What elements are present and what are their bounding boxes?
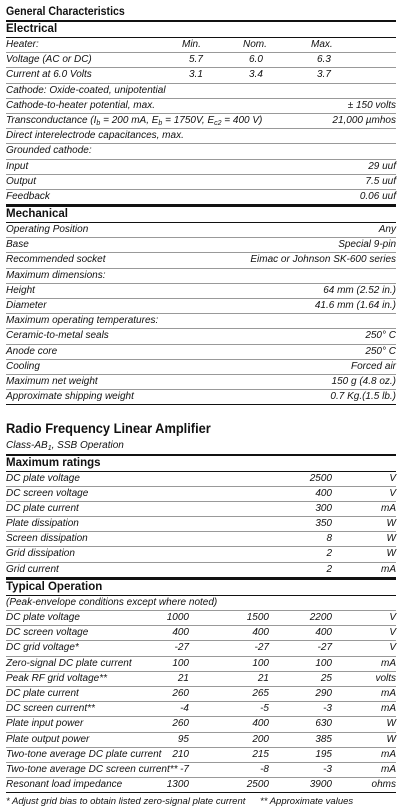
- electrical-section-title: Electrical: [6, 20, 396, 38]
- row-unit: mA: [381, 502, 396, 514]
- footnote-approximate: ** Approximate values: [260, 796, 354, 807]
- max-rating-row: [6, 517, 396, 532]
- row-unit: ohms: [371, 779, 396, 791]
- min-value: 3.1: [189, 69, 203, 81]
- value-col-3: 400: [315, 627, 332, 639]
- value-col-2: 265: [252, 687, 269, 699]
- row-label: DC plate current: [6, 502, 79, 514]
- value-col-3: 290: [315, 687, 332, 699]
- row-label: DC screen voltage: [6, 487, 89, 499]
- row-label: Maximum dimensions:: [6, 269, 106, 281]
- footnotes: [6, 796, 396, 807]
- class-label: Class-$AB_1$, SSB Operation: [6, 440, 124, 453]
- value-col-3: 100: [315, 657, 332, 669]
- value-col-1: 400: [172, 627, 189, 639]
- row-value: 2500: [309, 472, 332, 484]
- row-unit: W: [386, 733, 396, 745]
- row-label: Plate output power: [6, 733, 90, 745]
- datasheet: [6, 4, 396, 807]
- row-value: 7.5 uuf: [365, 175, 396, 187]
- typical-row: [6, 626, 396, 641]
- row-unit: volts: [375, 672, 396, 684]
- row-unit: V: [389, 627, 396, 639]
- cathode-row: [6, 84, 396, 99]
- value-col-2: 2500: [246, 779, 269, 791]
- row-label: Output: [6, 175, 37, 187]
- typical-row: [6, 778, 396, 793]
- row-unit: V: [389, 612, 396, 623]
- value-col-2: 200: [252, 733, 269, 745]
- typical-note-row: [6, 596, 396, 611]
- typical-row: [6, 717, 396, 732]
- row-unit: V: [389, 642, 396, 654]
- row-label: Approximate shipping weight: [6, 391, 134, 403]
- mechanical-row: [6, 345, 396, 360]
- row-value: 29 uuf: [368, 160, 396, 172]
- row-label: Plate dissipation: [6, 518, 79, 530]
- row-unit: W: [386, 518, 396, 530]
- mechanical-row: [6, 284, 396, 299]
- row-value: ± 150 volts: [347, 99, 396, 111]
- value-col-2: -5: [260, 703, 269, 715]
- row-label: DC plate current: [6, 687, 79, 699]
- row-label: Maximum net weight: [6, 375, 98, 387]
- mechanical-row: [6, 314, 396, 329]
- max-value: 6.3: [317, 54, 331, 66]
- heater-voltage-row: [6, 53, 396, 68]
- mechanical-section-title: Mechanical: [6, 205, 396, 223]
- row-label: Current at 6.0 Volts: [6, 69, 92, 81]
- row-label: Maximum operating temperatures:: [6, 315, 159, 327]
- row-unit: W: [386, 548, 396, 560]
- row-label: DC plate voltage: [6, 612, 80, 623]
- max-rating-row: [6, 532, 396, 547]
- max-rating-row: [6, 487, 396, 502]
- min-header: Min.: [182, 39, 201, 50]
- value-col-1: 1300: [166, 779, 189, 791]
- value-col-1: 1000: [166, 612, 189, 623]
- row-label: Height: [6, 284, 35, 296]
- row-value: Any: [378, 224, 396, 236]
- max-rating-row: [6, 502, 396, 517]
- typical-row: [6, 672, 396, 687]
- value-col-2: -8: [260, 763, 269, 775]
- value-col-2: 215: [252, 748, 269, 760]
- typical-row: [6, 687, 396, 702]
- value-col-3: -3: [323, 763, 332, 775]
- row-value: 150 g (4.8 oz.): [331, 375, 396, 387]
- value-col-2: 100: [252, 657, 269, 669]
- value-col-2: -27: [254, 642, 269, 654]
- heater-label: Heater:: [6, 39, 39, 50]
- row-unit: V: [389, 472, 396, 484]
- value-col-1: 210: [172, 748, 189, 760]
- row-label: Cooling: [6, 360, 40, 372]
- min-value: 5.7: [189, 54, 203, 66]
- value-col-1: -27: [174, 642, 189, 654]
- value-col-3: 3900: [309, 779, 332, 791]
- value-col-1: -4: [180, 703, 189, 715]
- input-row: [6, 160, 396, 175]
- row-label: Two-tone average DC screen current**: [6, 763, 178, 775]
- row-value: 250° C: [365, 330, 396, 342]
- footnote-grid-bias: * Adjust grid bias to obtain listed zero-signal plate current: [6, 796, 246, 807]
- row-label: Zero-signal DC plate current: [6, 657, 132, 669]
- value-col-2: 400: [252, 718, 269, 730]
- row-value: 64 mm (2.52 in.): [323, 284, 396, 296]
- typical-row: [6, 733, 396, 748]
- mechanical-row: [6, 269, 396, 284]
- max-header: Max.: [311, 39, 333, 50]
- row-value: 2: [326, 548, 332, 560]
- mechanical-row: [6, 223, 396, 238]
- typical-row: [6, 763, 396, 778]
- class-row: [6, 439, 396, 453]
- row-label: Plate input power: [6, 718, 84, 730]
- value-col-2: 1500: [246, 612, 269, 623]
- row-label: DC plate voltage: [6, 472, 80, 484]
- row-value: 250° C: [365, 345, 396, 357]
- row-label: Recommended socket: [6, 254, 106, 266]
- row-label: Cathode: Oxide-coated, unipotential: [6, 84, 166, 96]
- row-value: 0.7 Kg.(1.5 lb.): [330, 391, 396, 403]
- row-unit: mA: [381, 563, 396, 575]
- general-title: General Characteristics: [6, 6, 125, 18]
- row-value: 41.6 mm (1.64 in.): [314, 300, 396, 311]
- row-value: 0.06 uuf: [359, 190, 396, 202]
- feedback-row: [6, 190, 396, 205]
- output-row: [6, 175, 396, 190]
- row-value: 300: [315, 502, 332, 514]
- nom-value: 3.4: [249, 69, 263, 81]
- value-col-1: 260: [172, 718, 189, 730]
- row-label: Two-tone average DC plate current: [6, 748, 162, 760]
- value-col-1: 260: [172, 687, 189, 699]
- row-label: Resonant load impedance: [6, 779, 123, 791]
- mechanical-row: [6, 253, 396, 268]
- row-label: Voltage (AC or DC): [6, 54, 92, 66]
- row-unit: W: [386, 533, 396, 545]
- row-label: Ceramic-to-metal seals: [6, 330, 109, 342]
- mechanical-row: [6, 238, 396, 253]
- value-col-2: 21: [257, 672, 269, 684]
- row-label: Transconductance ($I_b = 200$ mA, $E_b = 1750V$, $E_{c2} = 400$ V): [6, 114, 263, 127]
- grounded-cathode-row: [6, 144, 396, 159]
- row-value: Special 9-pin: [338, 239, 396, 251]
- row-value: 21,000 µmhos: [332, 114, 396, 126]
- value-col-1: 21: [177, 672, 189, 684]
- row-label: Grounded cathode:: [6, 145, 92, 157]
- typical-row: [6, 702, 396, 717]
- heater-header-row: [6, 38, 396, 53]
- row-label: Feedback: [6, 190, 50, 202]
- value-col-1: 100: [172, 657, 189, 669]
- value-col-3: 25: [320, 672, 332, 684]
- max-ratings-section-title: Maximum ratings: [6, 454, 396, 472]
- row-label: Anode core: [6, 345, 58, 357]
- cathode-heater-row: [6, 99, 396, 114]
- row-unit: W: [386, 718, 396, 730]
- row-unit: V: [389, 487, 396, 499]
- max-rating-row: [6, 547, 396, 562]
- row-unit: mA: [381, 657, 396, 669]
- value-col-1: -7: [180, 763, 189, 775]
- mechanical-row: [6, 299, 396, 314]
- max-value: 3.7: [317, 69, 331, 81]
- row-label: DC screen current**: [6, 703, 95, 715]
- row-value: Forced air: [350, 360, 396, 372]
- value-col-3: -3: [323, 703, 332, 715]
- nom-header: Nom.: [243, 39, 267, 50]
- typical-row: [6, 641, 396, 656]
- row-label: Grid dissipation: [6, 548, 75, 560]
- max-rating-row: [6, 563, 396, 578]
- row-value: 350: [315, 518, 332, 530]
- value-col-3: 630: [315, 718, 332, 730]
- row-label: Grid current: [6, 563, 59, 575]
- mechanical-row: [6, 390, 396, 405]
- capacitances-row: [6, 129, 396, 144]
- row-label: DC grid voltage*: [6, 642, 79, 654]
- row-unit: mA: [381, 703, 396, 715]
- typical-row: [6, 748, 396, 763]
- row-label: DC screen voltage: [6, 627, 89, 639]
- row-label: Operating Position: [6, 224, 89, 236]
- typical-row: [6, 657, 396, 672]
- row-label: Screen dissipation: [6, 533, 88, 545]
- row-value: 2: [326, 563, 332, 575]
- row-label: Diameter: [6, 300, 47, 311]
- value-col-3: 195: [315, 748, 332, 760]
- row-label: Direct interelectrode capacitances, max.: [6, 130, 184, 142]
- row-label: Base: [6, 239, 29, 251]
- max-rating-row: [6, 472, 396, 487]
- value-col-2: 400: [252, 627, 269, 639]
- typical-operation-rows: [6, 611, 396, 793]
- row-value: 400: [315, 487, 332, 499]
- row-label: Peak RF grid voltage**: [6, 672, 107, 684]
- rf-amplifier-title: Radio Frequency Linear Amplifier: [6, 421, 211, 437]
- value-col-3: -27: [317, 642, 332, 654]
- nom-value: 6.0: [249, 54, 263, 66]
- row-unit: mA: [381, 763, 396, 775]
- mechanical-row: [6, 329, 396, 344]
- heater-current-row: [6, 68, 396, 83]
- row-label: Cathode-to-heater potential, max.: [6, 99, 155, 111]
- transconductance-row: [6, 114, 396, 129]
- row-unit: mA: [381, 687, 396, 699]
- max-ratings-rows: [6, 472, 396, 578]
- typical-row: [6, 611, 396, 626]
- mechanical-row: [6, 360, 396, 375]
- value-col-1: 95: [177, 733, 189, 745]
- mechanical-row: [6, 375, 396, 390]
- typical-operation-section-title: Typical Operation: [6, 578, 396, 596]
- mechanical-rows: [6, 223, 396, 405]
- row-value: Eimac or Johnson SK-600 series: [250, 254, 396, 266]
- value-col-3: 385: [315, 733, 332, 745]
- typical-note: (Peak-envelope conditions except where noted): [6, 596, 218, 608]
- row-value: 8: [326, 533, 332, 545]
- row-label: Input: [6, 160, 29, 172]
- value-col-3: 2200: [309, 612, 332, 623]
- row-unit: mA: [381, 748, 396, 760]
